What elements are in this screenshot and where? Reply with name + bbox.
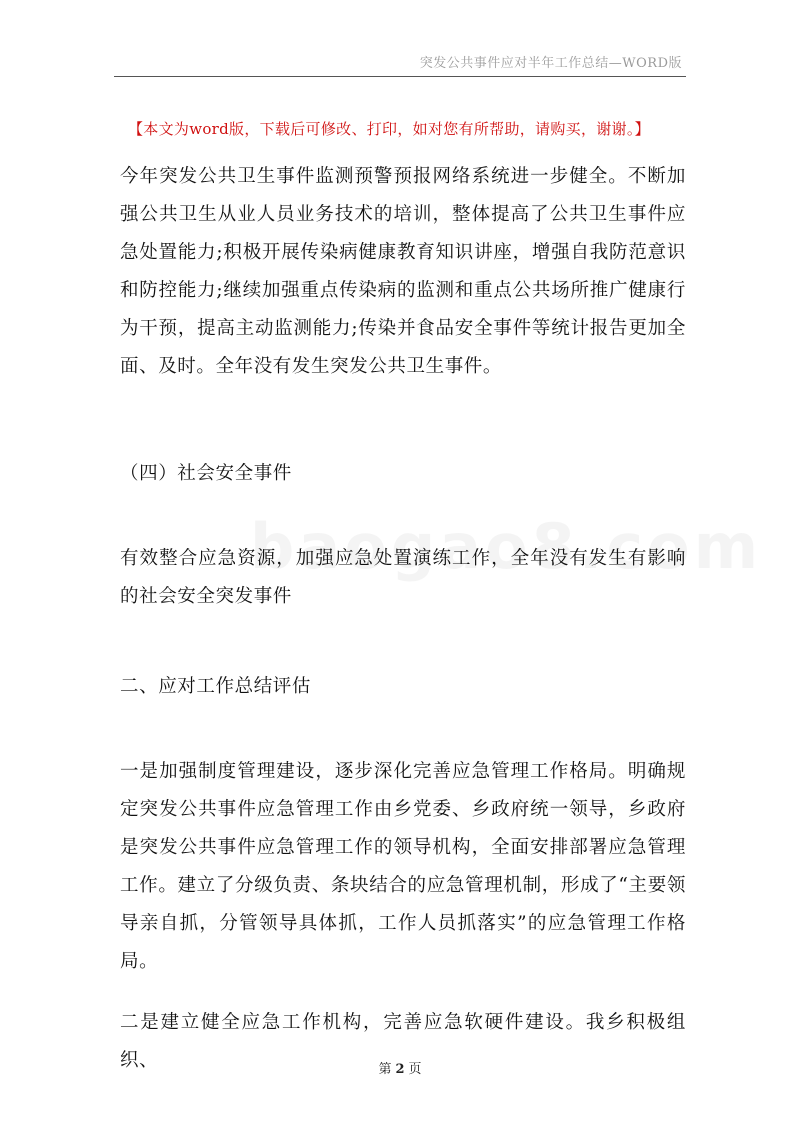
page-number: 2 bbox=[395, 1062, 405, 1077]
document-header-title: 突发公共事件应对半年工作总结—WORD版 bbox=[419, 56, 682, 71]
page-footer bbox=[0, 1058, 800, 1077]
paragraph-emergency-organization: 二是建立健全应急工作机构，完善应急软硬件建设。我乡积极组织、 bbox=[120, 1012, 686, 1071]
section-heading-evaluation: 二、应对工作总结评估 bbox=[120, 676, 312, 697]
paragraph-institution-building: 一是加强制度管理建设，逐步深化完善应急管理工作格局。明确规定突发公共事件应急管理工作由乡党委、乡政府统一领导，乡政府是突发公共事件应急管理工作的领导机构，全面安排部署应急管理工作。建立了分级负责、条块结合的应急管理机制，形成了“主要领导亲自抓，分管领导具体抓，工作人员抓落实”的应急管理工作格局。 bbox=[120, 761, 686, 972]
paragraph-social-security: 有效整合应急资源，加强应急处置演练工作，全年没有发生有影响的社会安全突发事件 bbox=[120, 548, 686, 607]
paragraph-public-health: 今年突发公共卫生事件监测预警预报网络系统进一步健全。不断加强公共卫生从业人员业务技术的培训，整体提高了公共卫生事件应急处置能力;积极开展传染病健康教育知识讲座，增强自我防范意识和防控能力;继续加强重点传染病的监测和重点公共场所推广健康行为干预，提高主动监测能力;传染并食品安全事件等统计报告更加全面、及时。全年没有发生突发公共卫生事件。 bbox=[120, 166, 686, 377]
header-divider bbox=[114, 76, 686, 77]
page-number-prefix: 第 bbox=[378, 1062, 392, 1077]
section-heading-social-security: （四）社会安全事件 bbox=[120, 463, 292, 484]
purchase-notice: 【本文为word版，下载后可修改、打印，如对您有所帮助，请购买，谢谢。】 bbox=[128, 120, 650, 138]
page-number-suffix: 页 bbox=[408, 1062, 422, 1077]
